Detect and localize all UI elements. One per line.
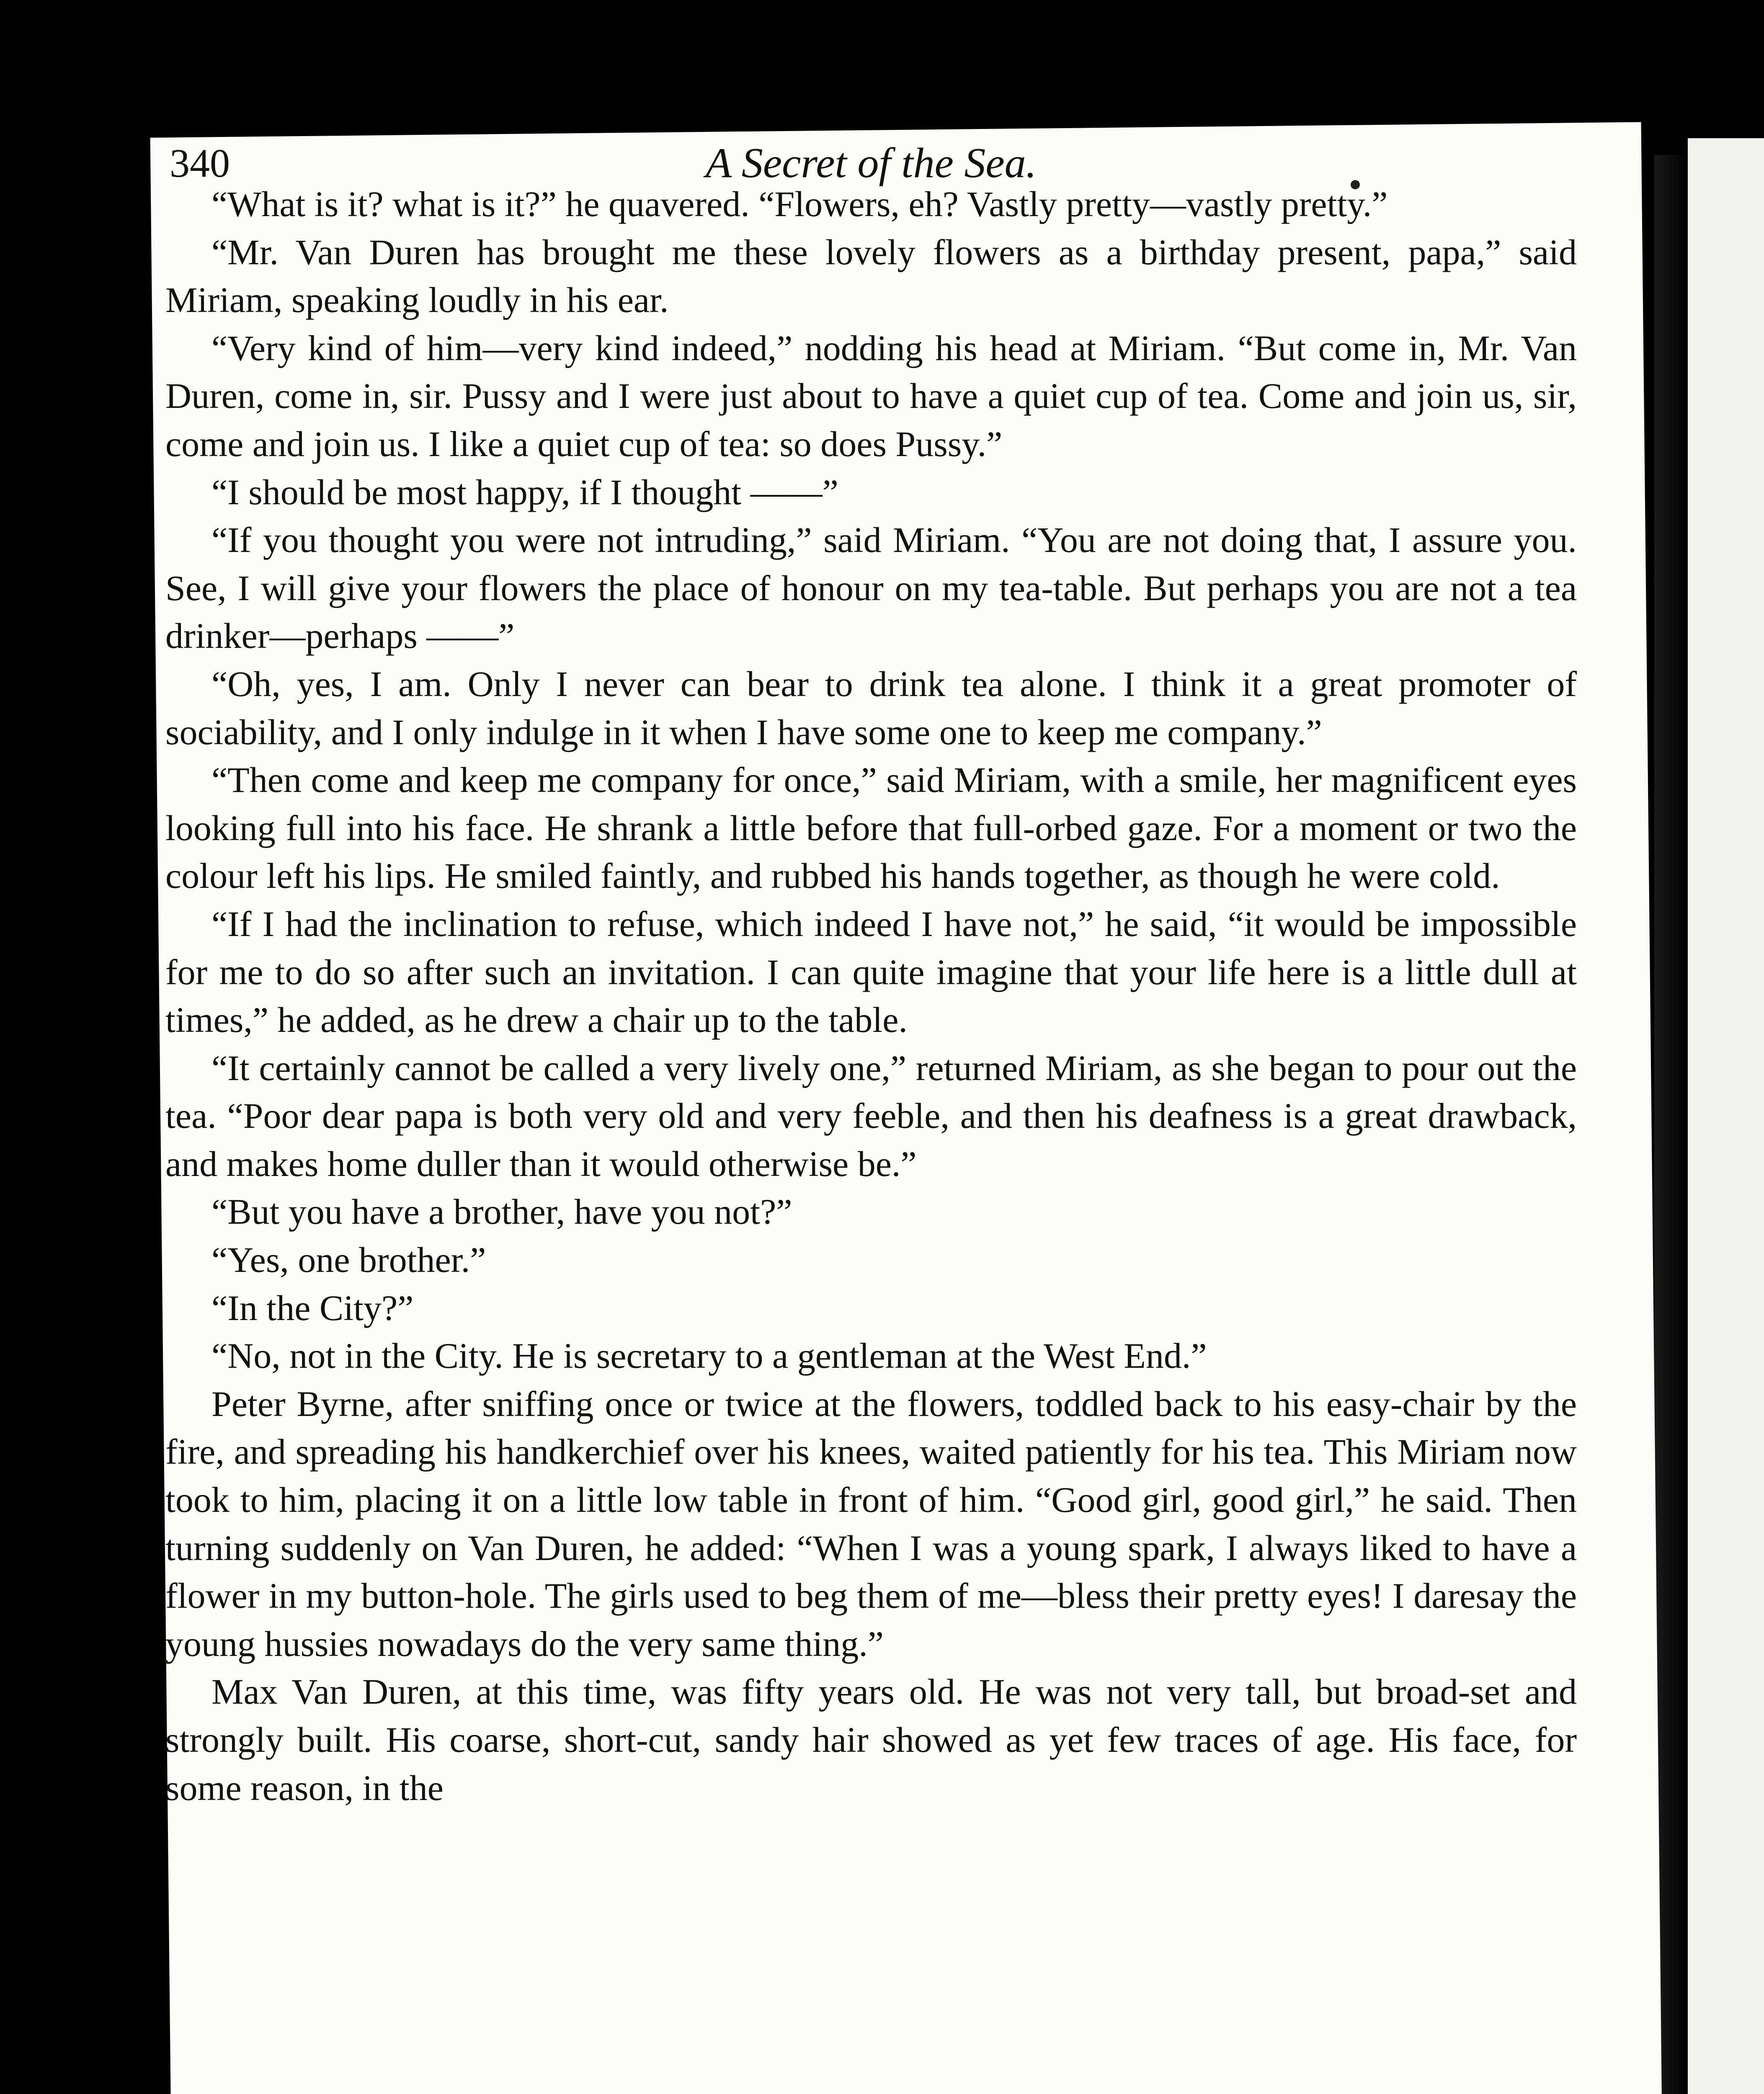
paragraph: “What is it? what is it?” he quavered. “Flowers, eh? Vastly pretty—vastly pretty.” [211,184,1388,224]
gutter-shadow [1654,155,1688,2094]
paragraph: “If I had the inclination to refuse, which indeed I have not,” he said, “it would be impossible for me to do so after such an invitation. I can quite imagine that your life here is a little dull at times,” he added, as he drew a chair up to the table. [165,903,1577,1040]
body-text [165,180,1577,1812]
page-number: 340 [170,141,230,186]
paragraph: Max Van Duren, at this time, was fifty years old. He was not very tall, but broad-set and strongly built. His coarse, short-cut, sandy hair showed as yet few traces of age. His face, for some reason, in the [165,1671,1577,1808]
running-title: A Secret of the Sea. [705,139,1037,187]
paragraph: “Very kind of him—very kind indeed,” nodding his head at Miriam. “But come in, Mr. Van Duren, come in, sir. Pussy and I were just about to have a quiet cup of tea. Come and join us, sir, come and join us. I like a quiet cup of tea: so does Pussy.” [165,328,1577,464]
paragraph: “It certainly cannot be called a very lively one,” returned Miriam, as she began to pour out the tea. “Poor dear papa is both very old and very feeble, and then his deafness is a great drawback, and makes home duller than it would otherwise be.” [165,1047,1577,1184]
paragraph: “Mr. Van Duren has brought me these lovely flowers as a birthday present, papa,” said Miriam, speaking loudly in his ear. [165,232,1577,320]
adjacent-page-edge [1688,138,1764,2094]
paragraph: “If you thought you were not intruding,” said Miriam. “You are not doing that, I assure you. See, I will give your flowers the place of honour on my tea-table. But perhaps you are not a tea drinker—perhaps ——” [165,520,1577,656]
paragraph: “But you have a brother, have you not?” [211,1191,792,1232]
paragraph: “Then come and keep me company for once,” said Miriam, with a smile, her magnificent eyes looking full into his face. He shrank a little before that full-orbed gaze. For a moment or two the colour left his lips. He smiled faintly, and rubbed his hands together, as though he were cold. [165,760,1577,896]
paragraph: Peter Byrne, after sniffing once or twice at the flowers, toddled back to his easy-chair by the fire, and spreading his handkerchief over his knees, waited patiently for his tea. This Miriam now took to him, placing it on a little low table in front of him. “Good girl, good girl,” he said. Then turning suddenly on Van Duren, he added: “When I was a young spark, I always liked to have a flower in my button-hole. The girls used to beg them of me—bless their pretty eyes! I daresay the young hussies nowadays do the very same thing.” [165,1383,1577,1664]
paragraph: “Oh, yes, I am. Only I never can bear to drink tea alone. I think it a great promoter of sociability, and I only indulge in it when I have some one to keep me company.” [165,663,1577,752]
paragraph: “In the City?” [211,1287,414,1328]
paragraph: “No, not in the City. He is secretary to a gentleman at the West End.” [211,1336,1207,1376]
paragraph: “Yes, one brother.” [211,1240,486,1280]
paragraph: “I should be most happy, if I thought ——” [211,472,838,512]
